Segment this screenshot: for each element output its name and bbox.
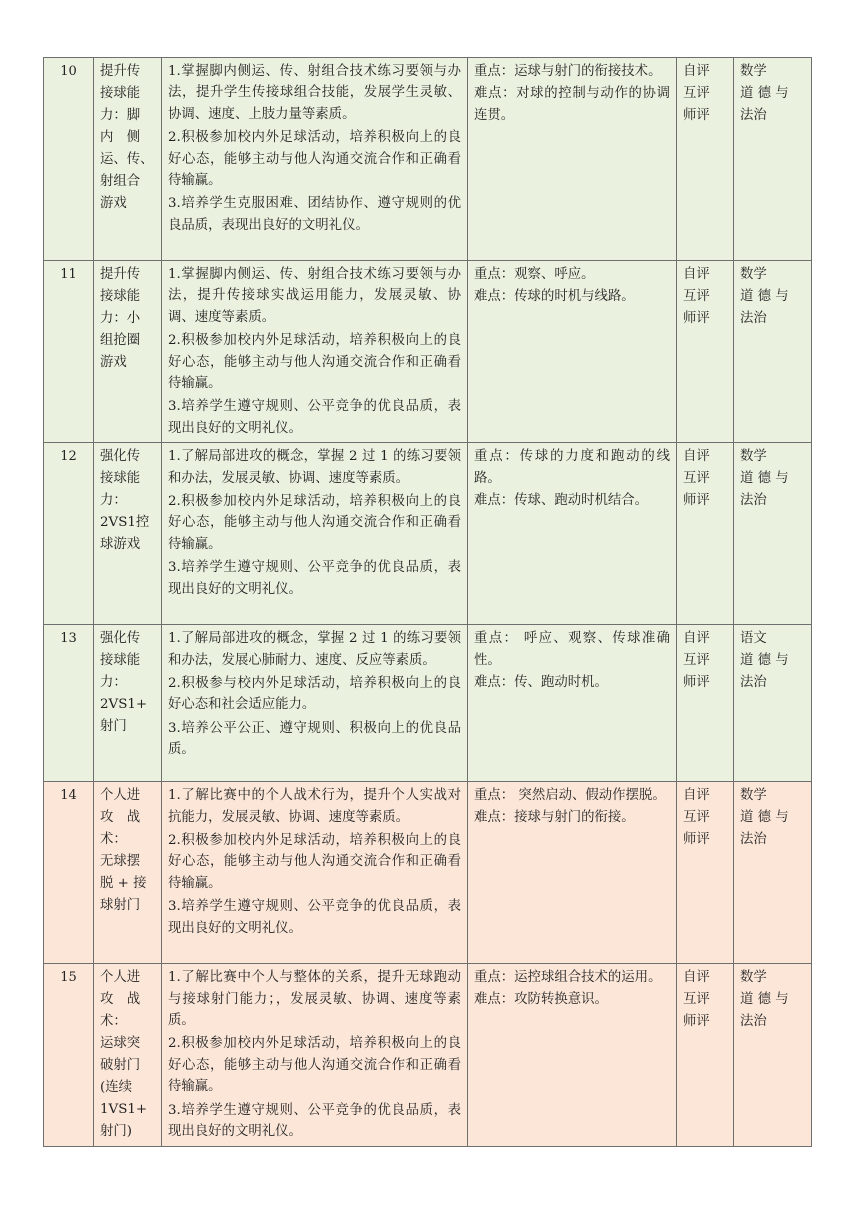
related-subjects xyxy=(734,782,812,964)
goal-item: 3.培养学生遵守规则、公平竞争的优良品质，表现出良好的文明礼仪。 xyxy=(168,560,461,597)
key-point: 重点： 突然启动、假动作摆脱。 xyxy=(474,788,666,804)
evaluation-methods xyxy=(677,625,734,782)
topic-line: 2VS1+ xyxy=(100,697,148,713)
topic-line: 个人进 xyxy=(100,970,141,986)
topic-line: 术： xyxy=(100,1014,127,1030)
goal-item: 2.积极参加校内外足球活动，培养积极向上的良好心态，能够主动与他人沟通交流合作和正确看待输赢。 xyxy=(168,833,461,891)
topic-line: 射门) xyxy=(100,1124,133,1140)
subject-line: 道 德 与 xyxy=(740,86,789,101)
lesson-goals xyxy=(162,443,468,625)
subject-line: 语文 xyxy=(740,631,767,647)
topic-line: 力： xyxy=(100,675,127,691)
topic-line: 提升传 xyxy=(100,267,141,282)
topic-line: 球射门 xyxy=(100,898,141,914)
topic-line: 攻 战 xyxy=(100,992,141,1008)
topic-line: 1VS1+ xyxy=(100,1102,148,1118)
subject-line: 数学 xyxy=(740,970,767,986)
topic-line: 无球摆 xyxy=(100,854,141,870)
goal-item: 3.培养学生遵守规则、公平竞争的优良品质，表现出良好的文明礼仪。 xyxy=(168,399,461,436)
goal-item: 1.掌握脚内侧运、传、射组合技术练习要领与办法，提升传接球实战运用能力，发展灵敏、协调、速度等素质。 xyxy=(168,267,461,325)
difficulty-point: 难点：传球、跑动时机结合。 xyxy=(474,493,649,509)
eval-teacher: 师评 xyxy=(683,1014,710,1030)
topic-line: 2VS1控 xyxy=(100,515,150,531)
subject-line: 道 德 与 xyxy=(740,810,789,826)
goal-item: 2.积极参加校内外足球活动，培养积极向上的良好心态，能够主动与他人沟通交流合作和正确看待输赢。 xyxy=(168,494,461,552)
subject-line: 道 德 与 xyxy=(740,289,789,304)
related-subjects xyxy=(734,625,812,782)
topic-line: 强化传 xyxy=(100,631,141,647)
eval-teacher: 师评 xyxy=(683,493,710,509)
evaluation-methods xyxy=(677,58,734,261)
eval-peer: 互评 xyxy=(683,992,710,1008)
lesson-number: 10 xyxy=(44,58,94,261)
goal-item: 2.积极参加校内外足球活动，培养积极向上的良好心态，能够主动与他人沟通交流合作和正确看待输赢。 xyxy=(168,333,461,392)
goal-item: 2.积极参与校内外足球活动，培养积极向上的良好心态和社会适应能力。 xyxy=(168,676,461,713)
topic-line: 球游戏 xyxy=(100,537,141,553)
eval-teacher: 师评 xyxy=(683,675,710,691)
lesson-topic xyxy=(94,782,162,964)
lesson-number: 13 xyxy=(44,625,94,782)
key-difficulty xyxy=(468,443,677,625)
subject-line: 数学 xyxy=(740,449,767,465)
evaluation-methods xyxy=(677,964,734,1147)
subject-line: 道 德 与 xyxy=(740,653,789,669)
goal-item: 2.积极参加校内外足球活动，培养积极向上的良好心态，能够主动与他人沟通交流合作和正确看待输赢。 xyxy=(168,130,461,189)
subject-line: 数学 xyxy=(740,267,767,282)
eval-self: 自评 xyxy=(683,970,710,986)
key-point: 重点： 呼应、观察、传球准确性。 xyxy=(474,631,670,669)
related-subjects xyxy=(734,58,812,261)
topic-line: 射门 xyxy=(100,719,127,735)
goal-item: 1.了解局部进攻的概念，掌握 2 过 1 的练习要领和办法，发展心肺耐力、速度、反应等素质。 xyxy=(168,631,461,668)
key-point: 重点：观察、呼应。 xyxy=(474,267,595,282)
evaluation-methods xyxy=(677,261,734,443)
lesson-topic xyxy=(94,261,162,443)
lesson-goals xyxy=(162,964,468,1147)
eval-teacher: 师评 xyxy=(683,311,710,326)
eval-peer: 互评 xyxy=(683,653,710,669)
eval-teacher: 师评 xyxy=(683,832,710,848)
lesson-topic xyxy=(94,58,162,261)
subject-line: 数学 xyxy=(740,64,767,79)
goal-item: 3.培养学生遵守规则、公平竞争的优良品质，表现出良好的文明礼仪。 xyxy=(168,1102,461,1140)
evaluation-methods xyxy=(677,443,734,625)
difficulty-point: 难点：攻防转换意识。 xyxy=(474,992,608,1008)
lesson-plan-body xyxy=(44,58,812,1147)
topic-line: 个人进 xyxy=(100,788,141,804)
goal-item: 1.了解比赛中的个人战术行为，提升个人实战对抗能力，发展灵敏、协调、速度等素质。 xyxy=(168,788,461,825)
eval-self: 自评 xyxy=(683,788,710,804)
topic-line: 脱 + 接 xyxy=(100,876,147,892)
topic-line: 力：脚 xyxy=(100,108,141,123)
lesson-row xyxy=(44,625,812,782)
topic-line: 内 侧 xyxy=(100,130,141,145)
key-difficulty xyxy=(468,261,677,443)
related-subjects xyxy=(734,261,812,443)
goal-item: 1.掌握脚内侧运、传、射组合技术练习要领与办法，提升学生传接球组合技能，发展学生灵敏、协调、速度、上肢力量等素质。 xyxy=(168,64,461,122)
eval-peer: 互评 xyxy=(683,471,710,487)
key-point: 重点：运球与射门的衔接技术。 xyxy=(474,64,662,79)
topic-line: 强化传 xyxy=(100,449,141,465)
lesson-row xyxy=(44,58,812,261)
lesson-goals xyxy=(162,625,468,782)
eval-self: 自评 xyxy=(683,631,710,647)
difficulty-point: 难点：接球与射门的衔接。 xyxy=(474,810,635,826)
eval-self: 自评 xyxy=(683,449,710,465)
key-difficulty xyxy=(468,58,677,261)
topic-line: 射组合 xyxy=(100,174,141,189)
eval-self: 自评 xyxy=(683,267,710,282)
lesson-row xyxy=(44,261,812,443)
subject-line: 道 德 与 xyxy=(740,471,789,487)
lesson-topic xyxy=(94,625,162,782)
lesson-number: 15 xyxy=(44,964,94,1147)
difficulty-point: 难点：传球的时机与线路。 xyxy=(474,289,635,304)
topic-line: 运球突 xyxy=(100,1036,141,1052)
key-point: 重点：传球的力度和跑动的线路。 xyxy=(474,449,670,487)
goal-item: 3.培养学生克服困难、团结协作、遵守规则的优良品质，表现出良好的文明礼仪。 xyxy=(168,196,461,233)
key-difficulty xyxy=(468,964,677,1147)
lesson-number: 14 xyxy=(44,782,94,964)
subject-line: 法治 xyxy=(740,1014,767,1030)
topic-line: 接球能 xyxy=(100,86,141,101)
goal-item: 3.培养学生遵守规则、公平竞争的优良品质，表现出良好的文明礼仪。 xyxy=(168,899,461,936)
key-difficulty xyxy=(468,625,677,782)
goal-item: 3.培养公平公正、遵守规则、积极向上的优良品质。 xyxy=(168,720,461,758)
lesson-topic xyxy=(94,443,162,625)
lesson-plan-table xyxy=(43,57,812,1147)
eval-peer: 互评 xyxy=(683,86,710,101)
topic-line: 力： xyxy=(100,493,127,509)
lesson-goals xyxy=(162,58,468,261)
goal-item: 1.了解局部进攻的概念，掌握 2 过 1 的练习要领和办法，发展灵敏、协调、速度等素质。 xyxy=(168,449,461,486)
topic-line: 游戏 xyxy=(100,196,127,211)
related-subjects xyxy=(734,964,812,1147)
goal-item: 1.了解比赛中个人与整体的关系，提升无球跑动与接球射门能力；，发展灵敏、协调、速度等素质。 xyxy=(168,970,461,1029)
eval-peer: 互评 xyxy=(683,810,710,826)
key-difficulty xyxy=(468,782,677,964)
difficulty-point: 难点：对球的控制与动作的协调连贯。 xyxy=(474,86,670,123)
topic-line: 术： xyxy=(100,832,127,848)
lesson-topic xyxy=(94,964,162,1147)
eval-self: 自评 xyxy=(683,64,710,79)
goal-item: 2.积极参加校内外足球活动，培养积极向上的良好心态，能够主动与他人沟通交流合作和正确看待输赢。 xyxy=(168,1036,461,1095)
difficulty-point: 难点：传、跑动时机。 xyxy=(474,675,608,691)
lesson-goals xyxy=(162,261,468,443)
lesson-goals xyxy=(162,782,468,964)
topic-line: 运、传、 xyxy=(100,152,154,167)
topic-line: 游戏 xyxy=(100,355,127,370)
eval-teacher: 师评 xyxy=(683,108,710,123)
key-point: 重点：运控球组合技术的运用。 xyxy=(474,970,662,986)
eval-peer: 互评 xyxy=(683,289,710,304)
subject-line: 数学 xyxy=(740,788,767,804)
related-subjects xyxy=(734,443,812,625)
subject-line: 法治 xyxy=(740,675,767,691)
subject-line: 法治 xyxy=(740,832,767,848)
topic-line: 攻 战 xyxy=(100,810,141,826)
lesson-number: 12 xyxy=(44,443,94,625)
lesson-row xyxy=(44,964,812,1147)
lesson-row xyxy=(44,782,812,964)
subject-line: 道 德 与 xyxy=(740,992,789,1008)
lesson-number: 11 xyxy=(44,261,94,443)
subject-line: 法治 xyxy=(740,493,767,509)
topic-line: (连续 xyxy=(100,1080,133,1096)
topic-line: 接球能 xyxy=(100,471,141,487)
topic-line: 接球能 xyxy=(100,653,141,669)
topic-line: 提升传 xyxy=(100,64,141,79)
evaluation-methods xyxy=(677,782,734,964)
topic-line: 组抢圈 xyxy=(100,333,141,348)
topic-line: 力：小 xyxy=(100,311,141,326)
topic-line: 接球能 xyxy=(100,289,141,304)
subject-line: 法治 xyxy=(740,108,767,123)
lesson-row xyxy=(44,443,812,625)
subject-line: 法治 xyxy=(740,311,767,326)
topic-line: 破射门 xyxy=(100,1058,141,1074)
